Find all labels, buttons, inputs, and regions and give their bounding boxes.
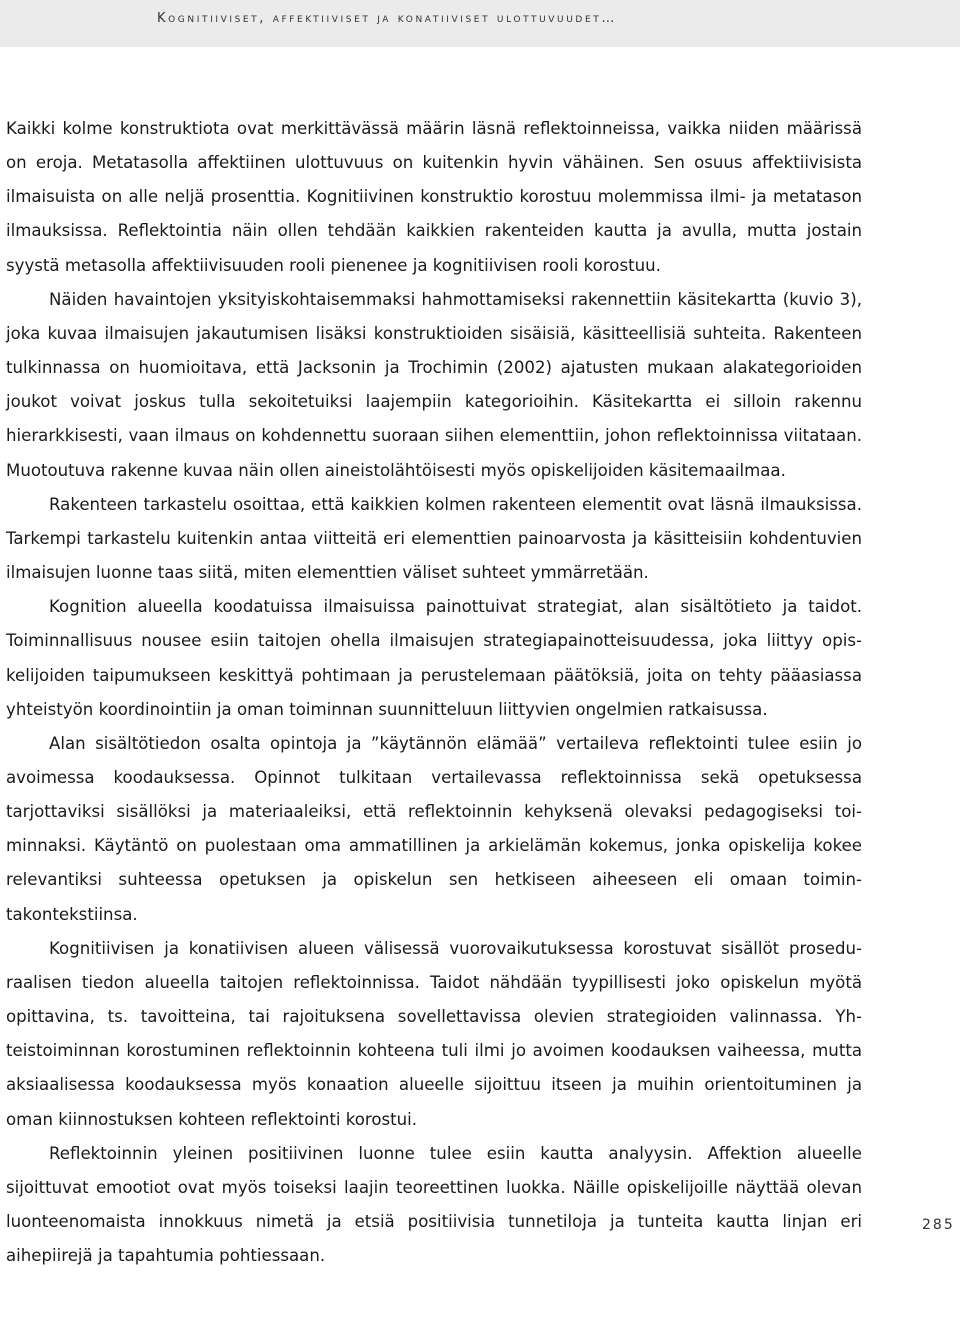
paragraph-7: Reflektoinnin yleinen positiivinen luonne tulee esiin kautta analyysin. Affektion alueelle sijoittuvat emootiot ovat myös toiseksi laajin teoreettinen luokka. Näille opiskelijoille näyttää olevan luonteenomaista innokkuus nimetä ja etsiä positiivisia tunnetiloja ja tunteita kautta linjan eri aihepiirejä ja tapahtumia pohtiessaan. [6,1143,862,1266]
paragraph-6: Kognitiivisen ja konatiivisen alueen välisessä vuorovaikutuksessa korostuvat sisällöt proseduraalisen tiedon alueella taitojen reflektoinnissa. Taidot nähdään tyypillisesti joko opiskelun myötä opittavina, ts. tavoitteina, tai rajoituksena sovellettavissa olevien strategioiden valinnassa. Yhteistoiminnan korostuminen reflektoinnin kohteena tuli ilmi jo avoimen koodauksen vaiheessa, mutta aksiaalisessa koodauksessa myös konaation alueelle sijoittuu itseen ja muihin orientoituminen ja oman kiinnostuksen kohteen reflektointi korostui. [6,938,862,1129]
running-head: Kognitiiviset, affektiiviset ja konatiiviset ulottuvuudet… [157,11,617,26]
body-text [6,112,862,1273]
paragraph-3: Rakenteen tarkastelu osoittaa, että kaikkien kolmen rakenteen elementit ovat läsnä ilmauksissa. Tarkempi tarkastelu kuitenkin antaa viitteitä eri elementtien painoarvosta ja käsitteisiin kohdentuvien ilmaisujen luonne taas siitä, miten elementtien väliset suhteet ymmärretään. [6,494,862,583]
running-head-band [0,0,960,47]
paragraph-2: Näiden havaintojen yksityiskohtaisemmaksi hahmottamiseksi rakennettiin käsitekartta (kuvio 3), joka kuvaa ilmaisujen jakautumisen lisäksi konstruktioiden sisäisiä, käsitteellisiä suhteita. Rakenteen tulkinnassa on huomioitava, että Jacksonin ja Trochimin (2002) ajatusten mukaan alakategorioiden joukot voivat joskus tulla sekoitetuiksi laajempiin kategorioihin. Käsitekartta ei silloin rakennu hierarkkisesti, vaan ilmaus on kohdennettu suoraan siihen elementtiin, johon reflektoinnissa viitataan. Muotoutuva rakenne kuvaa näin ollen aineistolähtöisesti myös opiskelijoiden käsitemaailmaa. [6,289,862,480]
paragraph-5: Alan sisältötiedon osalta opintoja ja ”käytännön elämää” vertaileva reflektointi tulee esiin jo avoimessa koodauksessa. Opinnot tulkitaan vertailevassa reflektoinnissa sekä opetuksessa tarjottaviksi sisällöksi ja materiaaleiksi, että reflektoinnin kehyksenä olevaksi pedagogiseksi toiminnaksi. Käytäntö on puolestaan oma ammatillinen ja arkielämän kokemus, jonka opiskelija kokee relevantiksi suhteessa opetuksen ja opiskelun sen hetkiseen aiheeseen eli omaan toimintakontekstiinsa. [6,733,862,924]
paragraph-4: Kognition alueella koodatuissa ilmaisuissa painottuivat strategiat, alan sisältötieto ja taidot. Toiminnallisuus nousee esiin taitojen ohella ilmaisujen strategiapainotteisuudessa, joka liittyy opiskelijoiden taipumukseen keskittyä pohtimaan ja perustelemaan päätöksiä, joita on tehty pääasiassa yhteistyön koordinointiin ja oman toiminnan suunnitteluun liittyvien ongelmien ratkaisussa. [6,597,862,719]
page-number: 285 [922,1217,955,1233]
paragraph-1: Kaikki kolme konstruktiota ovat merkittävässä määrin läsnä reflektoinneissa, vaikka niiden määrissä on eroja. Metatasolla affektiinen ulottuvuus on kuitenkin hyvin vähäinen. Sen osuus affektiivisista ilmaisuista on alle neljä prosenttia. Kognitiivinen konstruktio korostuu molemmissa ilmi- ja metatason ilmauksissa. Reflektointia näin ollen tehdään kaikkien rakenteiden kautta ja avulla, mutta jostain syystä metasolla affektiivisuuden rooli pienenee ja kognitiivisen rooli korostuu. [6,119,862,275]
